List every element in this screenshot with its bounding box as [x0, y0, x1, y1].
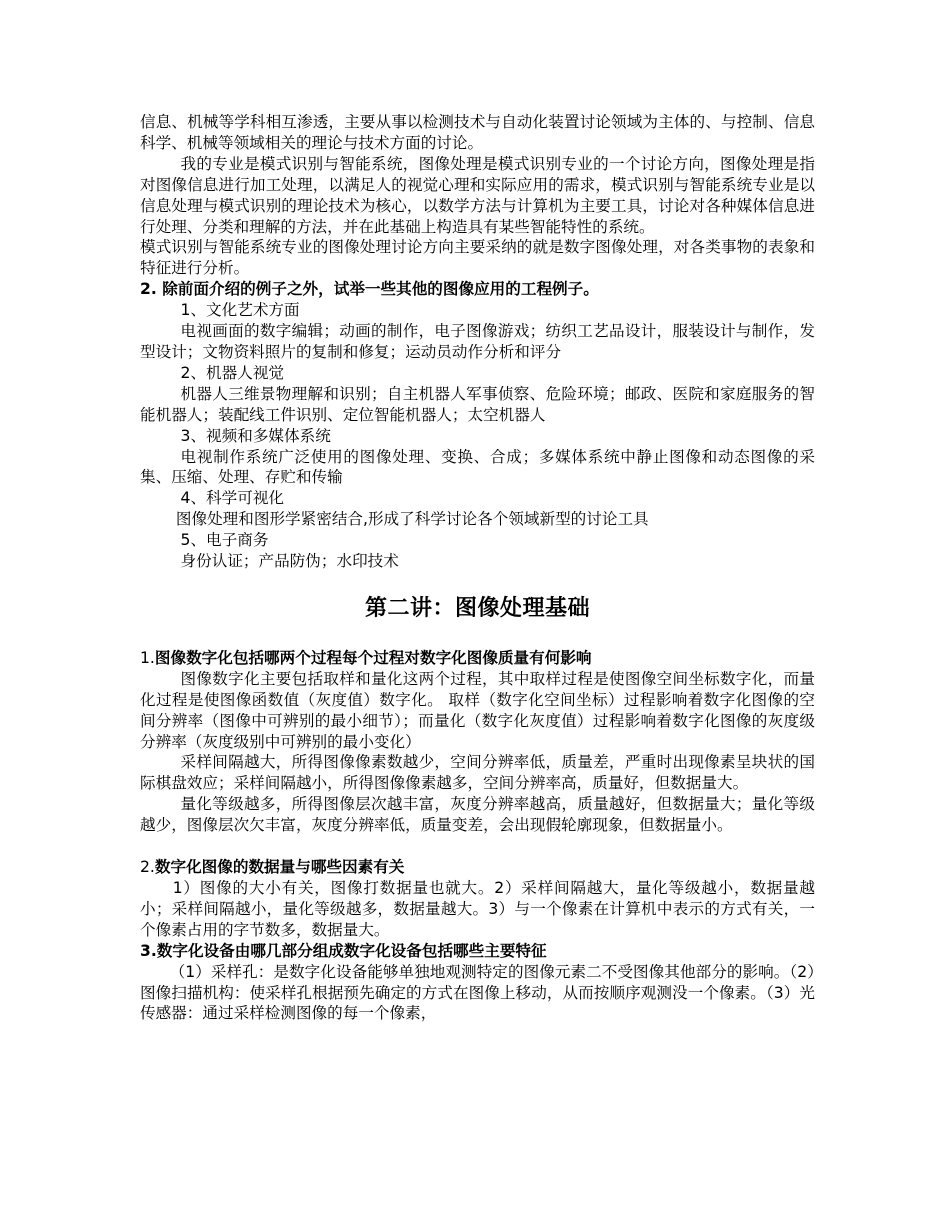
intro-paragraph: 信息、机械等学科相互渗透，主要从事以检测技术与自动化装置讨论领域为主体的、与控制、信息科学、机械等领域相关的理论与技术方面的讨论。 — [140, 113, 815, 152]
document-page — [140, 112, 815, 1024]
example-body: 身份认证；产品防伪；水印技术 — [180, 552, 399, 571]
example-body: 图像处理和图形学紧密结合,形成了科学讨论各个领域新型的讨论工具 — [175, 510, 649, 529]
lecture-title: 第二讲：图像处理基础 — [364, 595, 590, 621]
section-2-paragraph: 1）图像的大小有关，图像打数据量也就大。2）采样间隔越大，量化等级越小，数据量越小；采样间隔越小，量化等级越多，数据量越大。3）与一个像素在计算机中表示的方式有关，一个像素占用的字节数多，数据量大。 — [140, 879, 815, 939]
section-title: 数字化图像的数据量与哪些因素有关 — [154, 858, 405, 877]
question-2-heading: 2. 除前面介绍的例子之外，试举一些其他的图像应用的工程例子。 — [140, 280, 599, 299]
section-number: 2. — [140, 858, 155, 877]
intro-paragraph: 模式识别与智能系统专业的图像处理讨论方向主要采纳的就是数字图像处理，对各类事物的表象和特征进行分析。 — [140, 238, 815, 278]
section-1-paragraph: 图像数字化主要包括取样和量化这两个过程，其中取样过程是使图像空间坐标数字化，而量化过程是使图像函数值（灰度值）数字化。 取样（数字化空间坐标）过程影响着数字化图像的空间分辨率（图像中可辨别的最小细节）；而量化（数字化灰度值）过程影响着数字化图像的灰度级分辨率（灰度级别中可辨别的最小变化） — [140, 669, 815, 751]
section-1-heading — [140, 648, 815, 669]
example-body: 电视制作系统广泛使用的图像处理、变换、合成；多媒体系统中静止图像和动态图像的采集、压缩、处理、存贮和传输 — [140, 447, 815, 487]
example-heading: 5、电子商务 — [180, 531, 269, 550]
intro-paragraph: 我的专业是模式识别与智能系统，图像处理是模式识别专业的一个讨论方向，图像处理是指对图像信息进行加工处理，以满足人的视觉心理和实际应用的需求，模式识别与智能系统专业是以信息处理与模式识别的理论技术为核心，以数学方法与计算机为主要工具，讨论对各种媒体信息进行处理、分类和理解的方法，并在此基础上构造具有某些智能特性的系统。 — [140, 154, 815, 236]
section-title: 图像数字化包括哪两个过程每个过程对数字化图像质量有何影响 — [154, 648, 592, 667]
example-heading: 3、视频和多媒体系统 — [180, 426, 331, 445]
spacer — [140, 836, 815, 857]
section-3-heading: 3.数字化设备由哪几部分组成数字化设备包括哪些主要特征 — [140, 941, 547, 960]
example-body: 电视画面的数字编辑；动画的制作，电子图像游戏；纺织工艺品设计，服装设计与制作，发型设计；文物资料照片的复制和修复；运动员动作分析和评分 — [140, 322, 815, 361]
section-number: 1. — [140, 648, 155, 667]
example-body: 机器人三维景物理解和识别；自主机器人军事侦察、危险环境；邮政、医院和家庭服务的智能机器人；装配线工件识别、定位智能机器人；太空机器人 — [140, 384, 815, 424]
example-heading: 2、机器人视觉 — [180, 363, 285, 382]
section-3-paragraph: （1）采样孔：是数字化设备能够单独地观测特定的图像元素二不受图像其他部分的影响。（2）图像扫描机构：使采样孔根据预先确定的方式在图像上移动，从而按顺序观测没一个像素。（3）光传感器：通过采样检测图像的每一个像素， — [140, 962, 815, 1023]
example-heading: 1、文化艺术方面 — [180, 301, 300, 320]
section-1-paragraph: 量化等级越多，所得图像层次越丰富，灰度分辨率越高，质量越好，但数据量大；量化等级越少，图像层次欠丰富，灰度分辨率低，质量变差，会出现假轮廓现象，但数据量小。 — [140, 795, 815, 835]
example-heading: 4、科学可视化 — [180, 489, 285, 508]
section-2-heading — [140, 857, 815, 878]
section-1-paragraph: 采样间隔越大，所得图像像素数越少，空间分辨率低，质量差，严重时出现像素呈块状的国际棋盘效应；采样间隔越小，所得图像像素越多，空间分辨率高，质量好，但数据量大。 — [140, 753, 815, 793]
